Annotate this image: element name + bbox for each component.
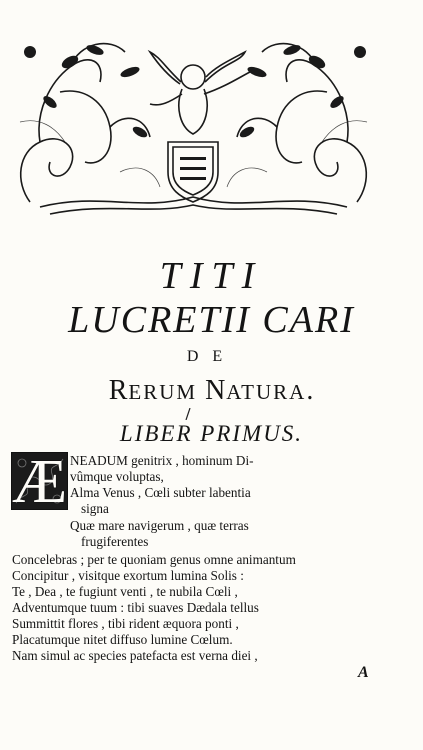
verse-line-5: Quæ mare navigerum , quæ terras	[70, 518, 249, 533]
accent-mark-icon	[184, 408, 192, 420]
verse-line-13: Nam simul ac species patefacta est verna diei ,	[12, 648, 258, 663]
verse-line-8: Concipitur , visitque exortum lumina Solis :	[12, 568, 244, 583]
book-heading-liber-primus: LIBER PRIMUS.	[119, 421, 304, 446]
verse-line-10: Adventumque tuum : tibi suaves Dædala tellus	[12, 600, 259, 615]
verse-line-9: Te , Dea , te fugiunt venti , te nubila Cœli ,	[12, 584, 238, 599]
title-dot: .	[306, 375, 315, 406]
verse-line-7: Concelebras ; per te quoniam genus omne animantum	[12, 552, 296, 567]
title-smallcaps-erum: ERUM	[128, 380, 198, 404]
verse-line-12: Placatumque nitet diffuso lumine Cœlum.	[12, 632, 233, 647]
initial-letter: Æ	[12, 452, 68, 510]
headpiece-ornament-icon	[10, 32, 377, 215]
title-line-lucretii-cari: LUCRETII CARI	[68, 299, 355, 341]
decorated-initial-icon	[11, 452, 68, 510]
title-line-rerum-natura	[0, 375, 423, 407]
title-capital-n: N	[205, 375, 227, 406]
title-capital-r: R	[108, 375, 129, 406]
verse-line-3: Alma Venus , Cœli subter labentia	[70, 485, 251, 500]
signature-mark: A	[358, 664, 369, 681]
verse-line-1: NEADUM genitrix , hominum Di-	[70, 453, 254, 468]
title-line-titi: TITI	[159, 255, 264, 297]
verse-line-2: vûmque voluptas,	[70, 469, 164, 484]
title-line-de: DE	[186, 348, 237, 365]
verse-line-4: signa	[81, 501, 109, 516]
title-smallcaps-atura: ATURA	[226, 380, 307, 404]
verse-line-6: frugiferentes	[81, 534, 149, 549]
verse-line-11: Summittit flores , tibi rident æquora ponti ,	[12, 616, 239, 631]
